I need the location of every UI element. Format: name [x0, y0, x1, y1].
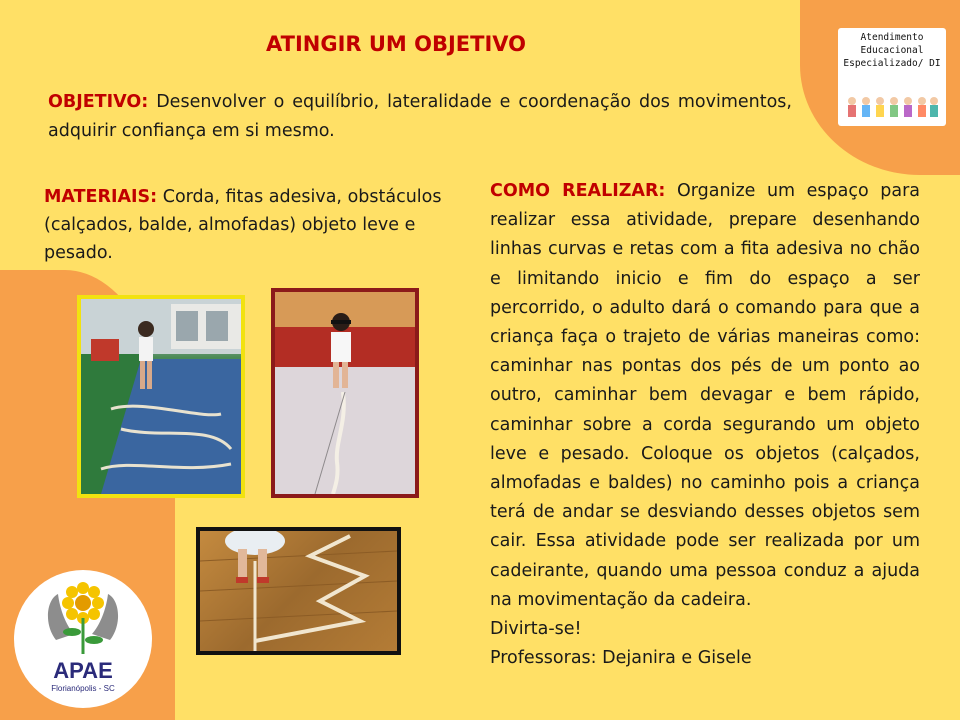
sunflower-hands-icon — [14, 570, 152, 660]
teachers-text: Professoras: Dejanira e Gisele — [490, 648, 752, 669]
photo-child-rope-indoor-illustration — [275, 292, 415, 494]
aee-badge — [838, 28, 946, 126]
materials-label: MATERIAIS: — [44, 187, 158, 207]
children-illustration — [844, 94, 940, 122]
objective-label: OBJETIVO: — [48, 92, 149, 112]
page-title: ATINGIR UM OBJETIVO — [266, 32, 527, 56]
materials-paragraph — [44, 183, 444, 267]
apae-name: APAE — [53, 658, 113, 683]
objective-text: Desenvolver o equilíbrio, lateralidade e coordenação dos movimentos, adquirir confiança em si mesmo. — [48, 92, 792, 141]
closing-text: Divirta-se! — [490, 619, 582, 640]
photo-child-rope-indoor — [271, 288, 419, 498]
objective-paragraph — [48, 88, 792, 146]
photo-zigzag-tape-floor-illustration — [200, 531, 397, 651]
how-to-section — [490, 177, 920, 673]
photo-zigzag-tape-floor — [196, 527, 401, 655]
photo-child-rope-outdoor — [77, 295, 245, 498]
apae-city: Florianópolis - SC — [51, 684, 115, 693]
how-text: Organize um espaço para realizar essa atividade, prepare desenhando linhas curvas e retas com a fita adesiva no chão e limitando inicio e fim do espaço a ser percorrido, o adulto dará o comando para que a criança faça o trajeto de várias maneiras como: caminhar nas pontas dos pés de um ponto ao outro, caminhar bem devagar e bem rápido, caminhar sobre a corda segurando um objeto leve e pesado. Coloque os objetos (calçados, almofadas e baldes) no caminho pois a criança terá de andar se desviando desses objetos sem cair. Essa atividade pode ser realizada por um cadeirante, quando uma pessoa conduz a ajuda na movimentação da cadeira. — [490, 181, 920, 610]
apae-logo — [14, 570, 152, 708]
materials-text: Corda, fitas adesiva, obstáculos (calçados, balde, almofadas) objeto leve e pesado. — [44, 187, 442, 263]
badge-line-3: Especializado/ DI — [843, 58, 941, 69]
badge-line-2: Educacional — [860, 45, 924, 56]
photo-child-rope-outdoor-illustration — [81, 299, 241, 494]
badge-line-1: Atendimento — [860, 32, 924, 43]
how-label: COMO REALIZAR: — [490, 181, 666, 201]
